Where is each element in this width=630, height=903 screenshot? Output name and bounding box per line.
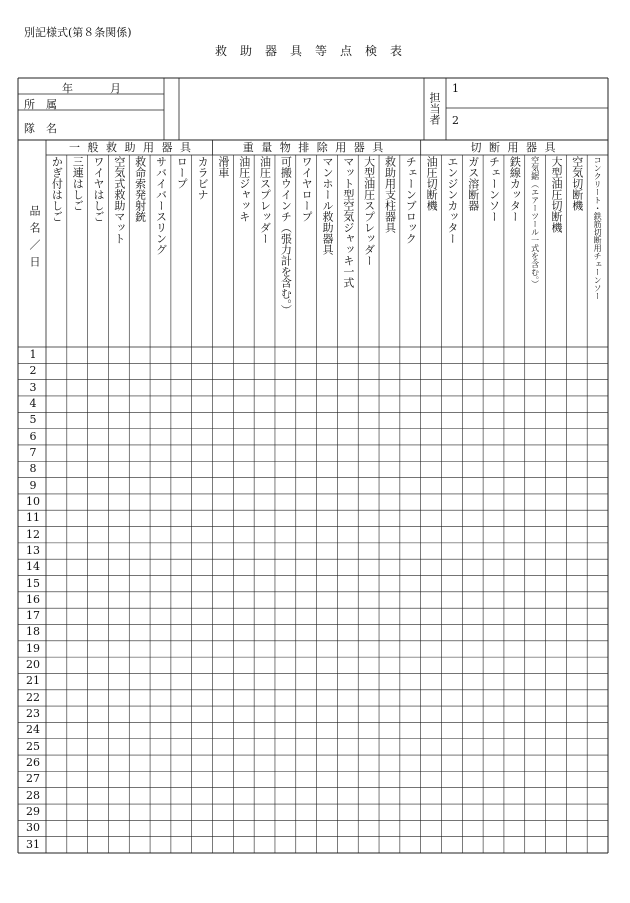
day-number: 26 (26, 756, 40, 770)
day-number: 5 (29, 413, 37, 427)
day-number: 9 (29, 478, 37, 492)
item-column-header (525, 156, 546, 346)
item-column-header (462, 156, 483, 346)
item-column-header (358, 156, 379, 346)
item-column-header (108, 156, 129, 346)
day-number: 7 (29, 445, 37, 459)
day-number: 17 (26, 609, 40, 623)
day-number: 24 (26, 723, 40, 737)
day-number: 16 (26, 592, 40, 606)
day-number: 30 (26, 821, 40, 835)
item-column-header (421, 156, 442, 346)
person-in-charge-label: 担当者 (428, 92, 441, 125)
item-name: 救助用支柱器具 (383, 156, 397, 233)
item-column-header (192, 156, 213, 346)
item-column-header (546, 156, 567, 346)
item-column-header (171, 156, 192, 346)
day-number: 6 (29, 429, 37, 443)
item-name: カラビナ (196, 156, 210, 200)
item-column-header (88, 156, 109, 346)
affiliation-label: 所 属 (24, 98, 57, 111)
item-name: チェーンブロック (404, 156, 418, 244)
day-number: 19 (26, 641, 40, 655)
item-name: ワイヤロープ (300, 156, 314, 222)
item-name: 油圧切断機 (425, 156, 439, 211)
item-name: 可搬ウインチ（張力計を含む。） (279, 156, 293, 316)
day-number: 22 (26, 690, 40, 704)
item-column-header (254, 156, 275, 346)
item-column-header (67, 156, 88, 346)
form-label: 別記様式(第８条関係) (24, 26, 132, 39)
item-name: かぎ付はしご (50, 156, 64, 222)
day-number: 21 (26, 674, 40, 688)
month-label: 月 (110, 82, 121, 95)
item-column-header (587, 156, 608, 346)
item-name: 油圧ジャッキ (237, 156, 251, 222)
row-header-text: 品名／日 (28, 205, 41, 273)
document-title: 救助器具等点検表 (214, 44, 415, 58)
item-column-header (233, 156, 254, 346)
item-name: 空気切断機 (570, 156, 584, 211)
item-name: 滑車 (216, 156, 230, 178)
team-name-label: 隊 名 (24, 122, 57, 135)
item-column-header (296, 156, 317, 346)
day-number: 20 (26, 658, 40, 672)
day-number: 31 (26, 837, 40, 851)
item-column-header (337, 156, 358, 346)
item-name: ワイヤはしご (92, 156, 106, 222)
item-name: 空気鋸（エアーツール一式を含む。） (530, 156, 540, 288)
item-name: 大型油圧スプレッダー (362, 156, 376, 266)
day-number: 4 (29, 396, 37, 410)
day-number: 8 (29, 462, 37, 476)
item-name: マンホール救助器具 (320, 156, 334, 255)
item-column-header (46, 156, 67, 346)
day-number: 11 (26, 511, 40, 525)
item-name: マット型空気ジャッキ一式 (341, 156, 355, 288)
item-name: 救命索発射銃 (133, 156, 147, 222)
item-column-header (129, 156, 150, 346)
day-number: 2 (29, 364, 37, 378)
day-number: 14 (26, 560, 40, 574)
item-name: ロープ (175, 156, 189, 189)
item-column-header (441, 156, 462, 346)
day-number: 1 (29, 348, 37, 361)
day-number: 15 (26, 576, 40, 590)
item-name: ガス溶断器 (466, 156, 480, 211)
day-number: 25 (26, 739, 40, 753)
day-number: 3 (29, 380, 37, 394)
category-heavy: 重 量 物 排 除 用 器 具 (242, 141, 386, 154)
item-name: 三連はしご (71, 156, 85, 211)
row-header-item-day (22, 205, 46, 273)
category-cutting: 切 断 用 器 具 (470, 141, 558, 154)
item-name: コンクリート・鉄筋切断用チェーンソー (593, 156, 603, 300)
item-column-header (275, 156, 296, 346)
day-number: 23 (26, 707, 40, 721)
item-column-header (483, 156, 504, 346)
day-number: 28 (26, 788, 40, 802)
day-number: 18 (26, 625, 40, 639)
day-number: 13 (26, 543, 40, 557)
slot-1-label: 1 (452, 82, 459, 95)
item-name: 大型油圧切断機 (549, 156, 563, 233)
day-number: 27 (26, 772, 40, 786)
item-name: エンジンカッター (445, 156, 459, 244)
item-name: 空気式救助マット (112, 156, 126, 244)
item-name: 鉄線カッター (508, 156, 522, 222)
item-column-header (566, 156, 587, 346)
category-general: 一 般 救 助 用 器 具 (69, 141, 193, 154)
slot-2-label: 2 (452, 114, 459, 127)
item-column-header (400, 156, 421, 346)
item-column-header (317, 156, 338, 346)
day-number: 12 (26, 527, 40, 541)
item-name: サバイバースリング (154, 156, 168, 255)
day-number: 29 (26, 805, 40, 819)
year-label: 年 (62, 82, 73, 95)
item-name: 油圧スプレッダー (258, 156, 272, 244)
item-column-header (213, 156, 234, 346)
item-name: チェーンソー (487, 156, 501, 222)
item-column-header (379, 156, 400, 346)
day-number: 10 (26, 494, 40, 508)
item-column-header (504, 156, 525, 346)
item-column-header (150, 156, 171, 346)
